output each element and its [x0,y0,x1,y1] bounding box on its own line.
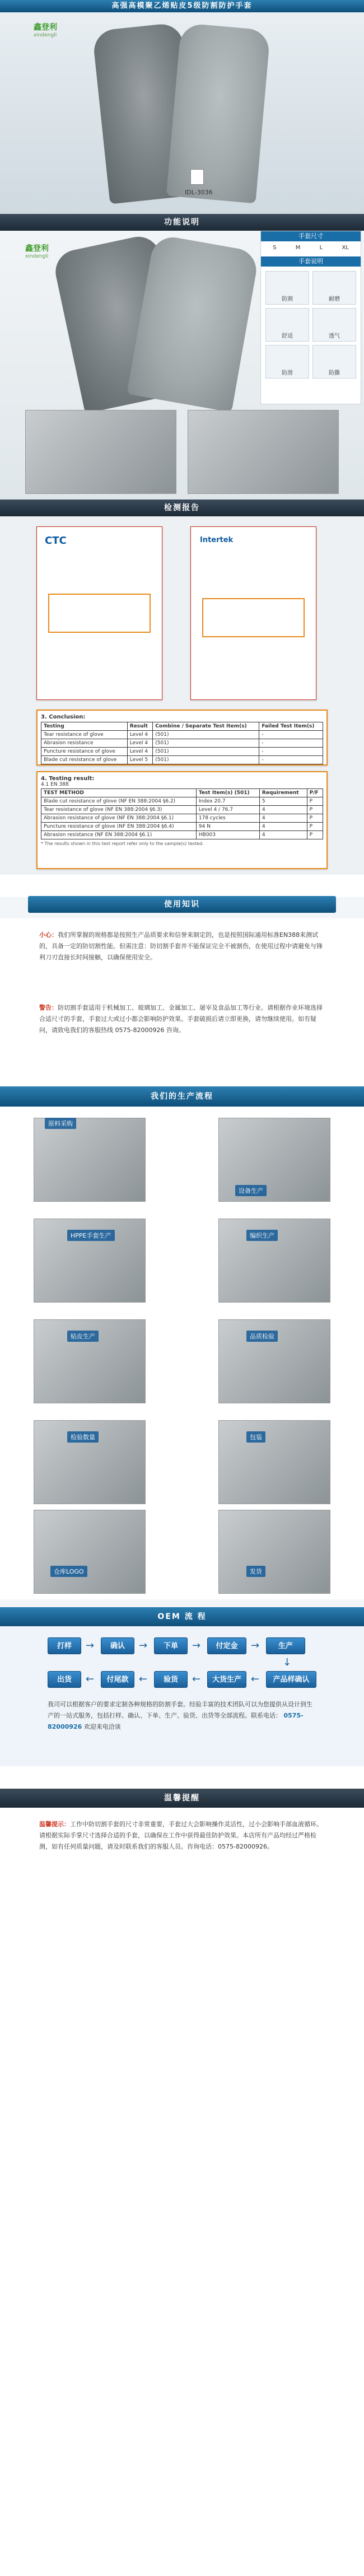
conclusion-header: Result [127,722,153,731]
process-photo-1 [34,1118,146,1202]
oem-step-produce: 生产 [266,1637,305,1654]
process-caption: 编织生产 [246,1230,278,1241]
feature-label-tear: 防撕 [329,370,340,376]
cell: Puncture resistance of glove [41,748,128,756]
usage-label-1: 小心： [39,931,58,939]
cell: Index 20.7 [196,797,259,806]
feature-icon-tear [312,345,356,379]
side-panel-title-2: 手套说明 [261,256,361,267]
tips-paragraph [39,1819,325,1852]
cell: (501) [153,731,259,739]
process-caption: 仓库LOGO [50,1566,87,1577]
usage-section [0,918,364,1086]
tips-spacer [0,1766,364,1789]
feature-icon-grid [261,267,361,383]
testing-box [36,771,328,869]
size-s: S [273,245,277,251]
oem-bar: OEM 流 程 [0,1607,364,1626]
cell: P [307,797,323,806]
oem-contact: 欢迎来电洽谈 [83,1723,121,1730]
process-caption: 包装 [246,1431,265,1443]
tips-section [0,1808,364,1908]
conclusion-title: 3. Conclusion: [41,714,86,720]
usage-paragraph-1 [39,930,325,963]
feature-label-breath: 透气 [329,333,340,339]
tips-text: 工作中防切割手套的尺寸非常重要，手套过大会影响操作灵活性，过小会影响手部血液循环。请根据实际手掌尺寸选择合适的手套，以确保在工作中获得最佳防护效果。本店所有产品均经过严格检测，如有任何质量问题，请及时联系我们的客服人员。咨询电话：0575-82000926。 [39,1821,323,1850]
process-caption: 发货 [246,1566,265,1577]
conclusion-box [36,710,328,766]
oem-step-balance: 付尾款 [101,1671,134,1688]
testing-table [41,788,323,839]
detail-photo-2 [188,410,339,494]
usage-text-2: 防切割手套适用于机械加工、玻璃加工、金属加工、屠宰及食品加工等行业。请根据作业环境选择合适尺寸的手套，手套过大或过小都会影响防护效果。手套破损后请立即更换，请勿继续使用。如有疑问，请致电我们的客服热线 0575-82000926 咨询。 [39,1004,323,1034]
cell: (501) [153,739,259,748]
cell: HB003 [196,831,259,839]
conclusion-header: Failed Test Item(s) [259,722,323,731]
conclusion-table [41,722,323,764]
table-row [41,823,323,831]
arrow-left-icon: ← [86,1673,95,1685]
process-bar: 我们的生产流程 [0,1086,364,1107]
cell: Tear resistance of glove (NF EN 388:2004 §6.3) [41,806,197,814]
oem-step-deposit: 付定金 [207,1637,246,1654]
feature-label-cut: 防割 [282,296,293,302]
cell: Abrasion resistance (NF EN 388:2004 §6.1) [41,831,197,839]
oem-step-mass-produce: 大货生产 [207,1671,246,1688]
feature-label-comfort: 舒适 [282,333,293,339]
conclusion-header: Testing [41,722,128,731]
brand-name-2: 鑫登利 [25,244,49,253]
report-section [0,516,364,875]
usage-bar: 使用知识 [28,896,336,913]
table-row [41,831,323,839]
arrow-left-icon: ← [192,1673,201,1685]
process-caption: HPPE手套生产 [67,1230,115,1241]
cell: 94 N [196,823,259,831]
cell: P [307,831,323,839]
table-row [41,814,323,823]
cell: Puncture resistance of glove (NF EN 388:2004 §6.4) [41,823,197,831]
size-list [261,241,361,254]
brand-logo [34,24,57,39]
hero [0,12,364,214]
page-footer-space [0,1908,364,2576]
feature-icon-comfort [265,308,309,342]
cell: Level 4 [127,739,153,748]
table-row [41,731,323,739]
cert-logo-left: CTC [45,535,67,547]
cell: Tear resistance of glove [41,731,128,739]
feature-label-wear: 耐磨 [329,296,340,302]
cell: Blade cut resistance of glove [41,756,128,764]
table-row [41,739,323,748]
size-m: M [295,245,301,251]
usage-paragraph-2 [39,1002,325,1036]
process-photo-9 [34,1510,146,1594]
features-section [0,231,364,500]
cell: Abrasion resistance [41,739,128,748]
brand-name: 鑫登利 [34,23,57,32]
brand-logo-2 [25,245,49,260]
cell: Abrasion resistance of glove (NF EN 388:2004 §6.1) [41,814,197,823]
cert-highlight-left [48,594,151,633]
arrow-right-icon: → [251,1640,260,1651]
oem-text [48,1699,316,1733]
arrow-right-icon: → [139,1640,148,1651]
feature-icon-grip [265,345,309,379]
testing-header: Requirement [259,789,307,797]
cell: (501) [153,756,259,764]
cell: 4 [259,814,307,823]
arrow-down-icon: ↓ [283,1656,292,1668]
testing-subtitle: 4.1 EN 388 [41,782,69,787]
certificate-right [190,526,316,700]
cell: 4 [259,806,307,814]
table-row [41,806,323,814]
cert-logo-right: Intertek [200,536,234,544]
report-bar: 检测报告 [0,500,364,516]
testing-header: TEST METHOD [41,789,197,797]
arrow-right-icon: → [86,1640,95,1651]
process-caption: 设备生产 [235,1185,267,1196]
feature-icon-breath [312,308,356,342]
process-photo-8 [218,1420,330,1504]
testing-header: P/F [307,789,323,797]
oem-step-sample: 打样 [48,1637,81,1654]
cell: P [307,814,323,823]
process-section [0,1107,364,1599]
process-caption: 品质检验 [246,1331,278,1342]
cell: Level 5 [127,756,153,764]
glove-palm-photo [166,23,270,204]
cell: 4 [259,823,307,831]
usage-spacer [0,875,364,897]
testing-header: Test Item(s) (501) [196,789,259,797]
table-row [41,756,323,764]
cell: P [307,823,323,831]
size-tag [190,169,204,185]
table-row [41,797,323,806]
brand-pinyin: xindengli [34,32,57,38]
cell: Level 4 [127,731,153,739]
size-xl: XL [342,245,349,251]
side-panel-title-1: 手套尺寸 [261,231,361,241]
testing-footnote: * The results shown in this test report refer only to the sample(s) tested. [41,841,204,846]
cell: P [307,806,323,814]
oem-step-confirm: 确认 [101,1637,134,1654]
table-row [41,748,323,756]
oem-description: 我司可以根据客户的要求定制各种规格的防割手套。经验丰富的技术团队可以为您提供从设计到生产的一站式服务，包括打样、确认、下单、生产、验货、出货等全部流程。联系电话： [48,1701,312,1719]
detail-photo-1 [25,410,176,494]
cell: 5 [259,797,307,806]
arrow-left-icon: ← [251,1673,260,1685]
cell: (501) [153,748,259,756]
cell: Blade cut resistance of glove (NF EN 388:2004 §6.2) [41,797,197,806]
oem-section [0,1626,364,1766]
cell: - [259,756,323,764]
arrow-left-icon: ← [139,1673,148,1685]
cell: - [259,731,323,739]
cell: 4 [259,831,307,839]
brand-pinyin-2: xindengli [25,254,49,259]
testing-title: 4. Testing result: [41,776,95,782]
oem-step-order: 下单 [154,1637,188,1654]
arrow-right-icon: → [192,1640,201,1651]
feature-label-grip: 防滑 [282,370,293,376]
size-l: L [319,245,323,251]
process-photo-10 [218,1510,330,1594]
certificate-left [36,526,162,700]
oem-step-inspect: 验货 [154,1671,188,1688]
tips-label: 温馨提示： [39,1821,70,1828]
usage-label-2: 警告： [39,1004,58,1011]
features-bar: 功能说明 [0,214,364,231]
process-caption: 原料采购 [45,1118,76,1129]
page-title: 高强高模聚乙烯贴皮5级防割防护手套 [0,0,364,12]
product-code: IDL-3036 [185,189,213,196]
process-caption: 检验数量 [67,1431,99,1443]
oem-phone: 0575-82000926 [48,1712,304,1730]
cell: Level 4 [127,748,153,756]
cell: Level 4 / 76.7 [196,806,259,814]
side-panel [260,231,361,404]
feature-icon-cut [265,271,309,305]
cell: 178 cycles [196,814,259,823]
oem-step-ship: 出货 [48,1671,81,1688]
feature-icon-wear [312,271,356,305]
usage-text-1: 我们所掌握的规格都是按照生产品质要求和信誉来制定的，也是按照国际通用标准EN388来测试的，具备一定的防切割性能。但需注意：防切割手套并不能保证完全不被割伤，在使用过程中请避免与锋利刀刃直接长时间接触，以确保使用安全。 [39,931,323,961]
oem-step-sample-confirm: 产品样确认 [266,1671,316,1688]
cert-highlight-right [202,598,305,637]
process-caption: 贴皮生产 [67,1331,99,1342]
tips-bar: 温馨提醒 [0,1789,364,1808]
cell: - [259,748,323,756]
cell: - [259,739,323,748]
conclusion-header: Combine / Separate Test Item(s) [153,722,259,731]
